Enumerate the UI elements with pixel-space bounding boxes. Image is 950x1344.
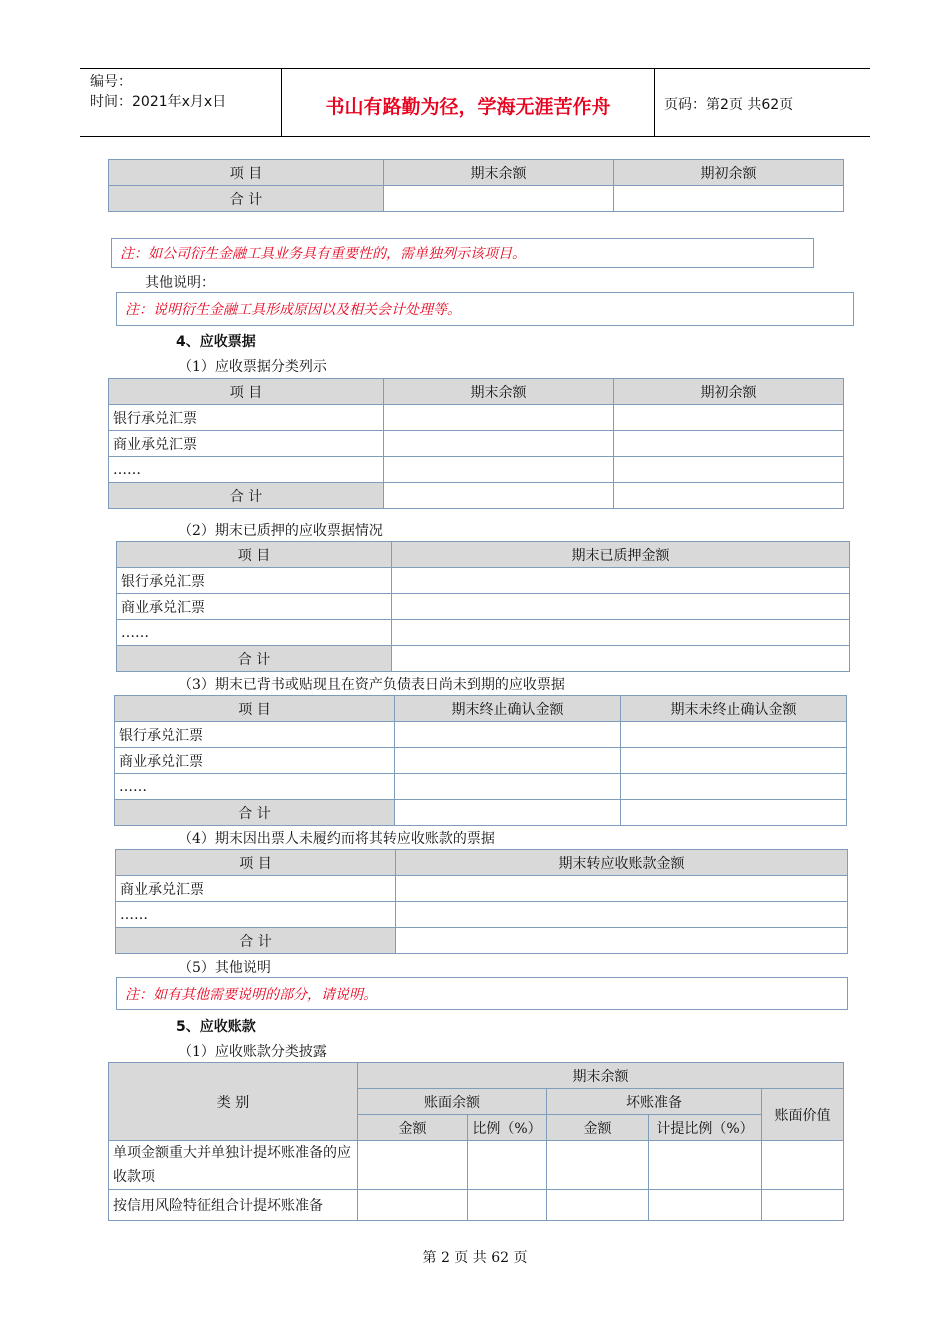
table-cell[interactable] <box>392 620 850 646</box>
table-cell[interactable] <box>614 457 844 483</box>
col-begin-balance: 期初余额 <box>614 160 844 186</box>
table-cell[interactable] <box>384 431 614 457</box>
col-not-derecognized: 期末未终止确认金额 <box>621 696 847 722</box>
subsection-title: （2）期末已质押的应收票据情况 <box>178 523 383 539</box>
table-cell[interactable] <box>621 800 847 826</box>
table-cell[interactable] <box>547 1141 649 1190</box>
note-other: 注：如有其他需要说明的部分，请说明。 <box>116 977 848 1010</box>
subsection-title: （1）应收账款分类披露 <box>178 1044 327 1060</box>
row-label: 商业承兑汇票 <box>116 876 396 902</box>
derivatives-table <box>108 159 844 212</box>
table-cell[interactable] <box>614 431 844 457</box>
table-cell[interactable] <box>396 876 848 902</box>
table-cell[interactable] <box>762 1190 844 1221</box>
header-divider-left <box>281 68 282 136</box>
table-cell[interactable] <box>384 483 614 509</box>
table-cell[interactable] <box>396 902 848 928</box>
row-label: …… <box>116 902 396 928</box>
subsection-title: （5）其他说明 <box>178 960 271 976</box>
col-begin-balance: 期初余额 <box>614 379 844 405</box>
total-row-label: 合 计 <box>109 483 384 509</box>
table-cell[interactable] <box>547 1190 649 1221</box>
row-label: 商业承兑汇票 <box>109 431 384 457</box>
table-cell[interactable] <box>384 186 614 212</box>
table-cell[interactable] <box>395 722 621 748</box>
col-item: 项 目 <box>117 542 392 568</box>
col-item: 项 目 <box>115 696 395 722</box>
row-label: …… <box>109 457 384 483</box>
col-pledged-amount: 期末已质押金额 <box>392 542 850 568</box>
col-provision-ratio: 计提比例（%） <box>649 1115 762 1141</box>
note-derivatives: 注：如公司衍生金融工具业务具有重要性的，需单独列示该项目。 <box>111 238 814 268</box>
col-end-balance: 期末余额 <box>384 160 614 186</box>
col-book-balance: 账面余额 <box>358 1089 547 1115</box>
table-cell[interactable] <box>621 748 847 774</box>
row-label: 银行承兑汇票 <box>109 405 384 431</box>
col-item: 项 目 <box>109 160 384 186</box>
col-amount: 金额 <box>358 1115 468 1141</box>
receivables-classification-table <box>108 1062 844 1221</box>
total-row-label: 合 计 <box>115 800 395 826</box>
col-ratio: 比例（%） <box>468 1115 547 1141</box>
subsection-title: （4）期末因出票人未履约而将其转应收账款的票据 <box>178 831 495 847</box>
page-footer: 第 2 页 共 62 页 <box>422 1250 528 1266</box>
header-info <box>90 72 226 112</box>
col-bad-debt: 坏账准备 <box>547 1089 762 1115</box>
col-derecognized: 期末终止确认金额 <box>395 696 621 722</box>
pledged-notes-table <box>116 541 850 672</box>
row-label: 商业承兑汇票 <box>115 748 395 774</box>
notes-classification-table <box>108 378 844 509</box>
header-number: 编号： <box>90 74 132 90</box>
col-item: 项 目 <box>109 379 384 405</box>
table-cell[interactable] <box>392 646 850 672</box>
section-title-accounts-receivable: 5、应收账款 <box>176 1019 256 1035</box>
col-amount: 金额 <box>547 1115 649 1141</box>
header-time: 时间：2021年x月x日 <box>90 94 227 110</box>
table-cell[interactable] <box>384 405 614 431</box>
header-top-rule <box>80 68 870 69</box>
table-cell[interactable] <box>649 1190 762 1221</box>
subsection-title: （1）应收票据分类列示 <box>178 359 327 375</box>
table-cell[interactable] <box>392 594 850 620</box>
row-label: 单项金额重大并单独计提坏账准备的应收款项 <box>109 1141 358 1190</box>
row-label: …… <box>117 620 392 646</box>
row-label: 按信用风险特征组合计提坏账准备 <box>109 1190 358 1221</box>
section-title-notes-receivable: 4、应收票据 <box>176 334 256 350</box>
endorsed-notes-table <box>114 695 847 826</box>
note-derivatives-reason: 注：说明衍生金融工具形成原因以及相关会计处理等。 <box>116 292 854 326</box>
total-row-label: 合 计 <box>109 186 384 212</box>
table-cell[interactable] <box>392 568 850 594</box>
table-cell[interactable] <box>762 1141 844 1190</box>
table-cell[interactable] <box>621 774 847 800</box>
table-cell[interactable] <box>358 1190 468 1221</box>
table-cell[interactable] <box>358 1141 468 1190</box>
table-cell[interactable] <box>614 483 844 509</box>
header-divider-right <box>654 68 655 136</box>
table-cell[interactable] <box>384 457 614 483</box>
table-cell[interactable] <box>614 405 844 431</box>
table-cell[interactable] <box>614 186 844 212</box>
col-end-balance: 期末余额 <box>384 379 614 405</box>
table-cell[interactable] <box>395 748 621 774</box>
col-transferred-amount: 期末转应收账款金额 <box>396 850 848 876</box>
header-page-info: 页码：第2页 共62页 <box>664 97 794 113</box>
table-cell[interactable] <box>649 1141 762 1190</box>
other-label: 其他说明： <box>145 275 215 291</box>
total-row-label: 合 计 <box>117 646 392 672</box>
table-cell[interactable] <box>396 928 848 954</box>
table-cell[interactable] <box>395 774 621 800</box>
header-motto: 书山有路勤为径，学海无涯苦作舟 <box>325 96 611 118</box>
total-row-label: 合 计 <box>116 928 396 954</box>
table-cell[interactable] <box>395 800 621 826</box>
row-label: 商业承兑汇票 <box>117 594 392 620</box>
table-cell[interactable] <box>621 722 847 748</box>
row-label: …… <box>115 774 395 800</box>
row-label: 银行承兑汇票 <box>115 722 395 748</box>
col-book-value: 账面价值 <box>762 1089 844 1141</box>
col-item: 项 目 <box>116 850 396 876</box>
table-cell[interactable] <box>468 1190 547 1221</box>
header-bottom-rule <box>80 136 870 137</box>
col-category: 类 别 <box>109 1063 358 1141</box>
col-end-balance: 期末余额 <box>358 1063 844 1089</box>
table-cell[interactable] <box>468 1141 547 1190</box>
row-label: 银行承兑汇票 <box>117 568 392 594</box>
subsection-title: （3）期末已背书或贴现且在资产负债表日尚未到期的应收票据 <box>178 677 565 693</box>
transferred-notes-table <box>115 849 848 954</box>
